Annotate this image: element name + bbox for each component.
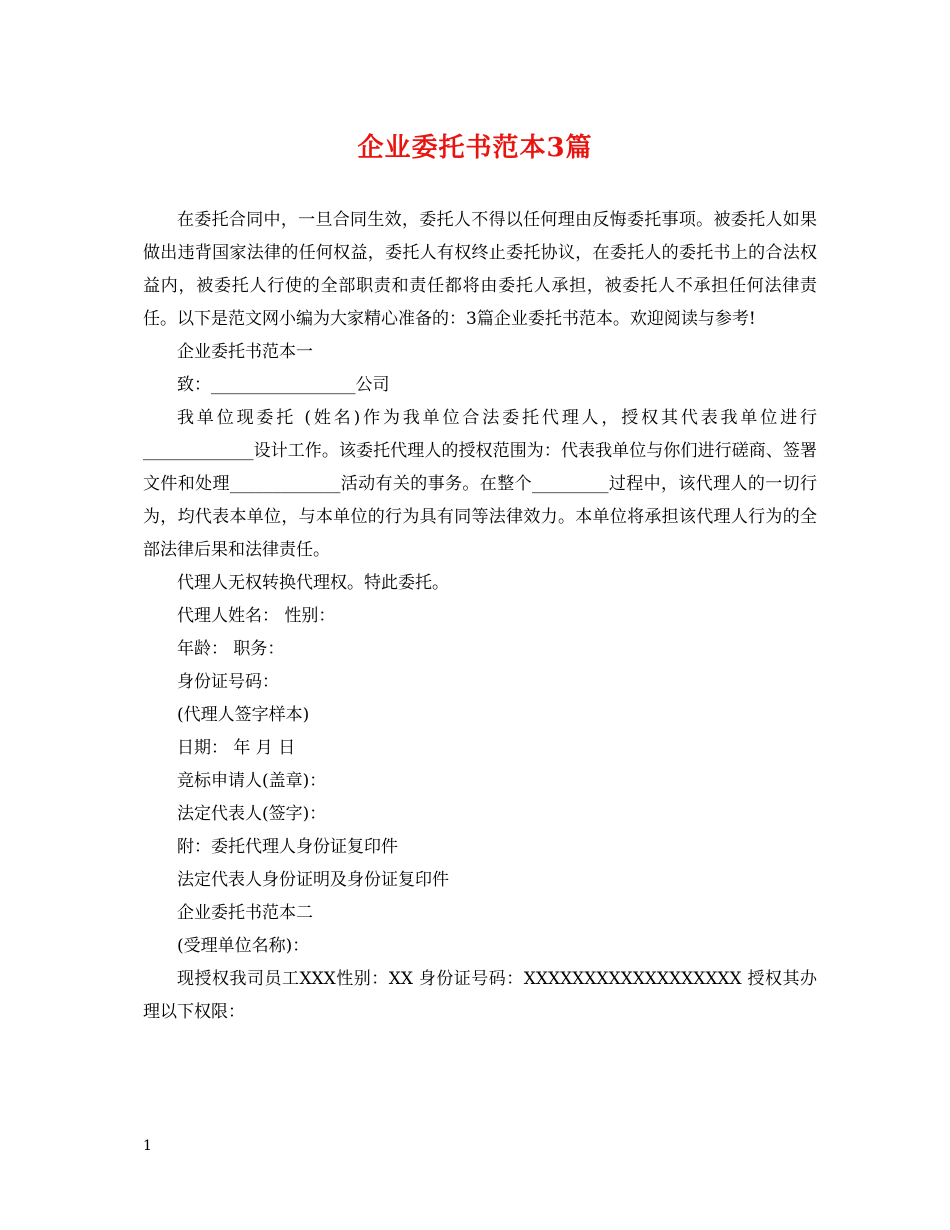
age-position-field: 年龄： 职务：	[177, 639, 285, 659]
applicant-seal-field: 竞标申请人(盖章)：	[177, 771, 327, 791]
agent-name-gender-field: 代理人姓名： 性别：	[177, 606, 336, 626]
section-heading-one: 企业委托书范本一	[177, 342, 313, 362]
authorization-paragraph: 我单位现委托 (姓名)作为我单位合法委托代理人，授权其代表我单位进行_____________设计工作。该委托代理人的授权范围为：代表我单位与你们进行磋商、签署文件和处理_____________活动有关的事务。在整个_________过程中，该代理人的一切行为，均代表本单位，与本单位的行为具有同等法律效力。本单位将承担该代理人行为的全部法律后果和法律责任。	[143, 408, 817, 560]
addressee-line: 致：_________________公司	[177, 375, 390, 395]
receiving-unit-line: (受理单位名称)：	[177, 936, 310, 956]
legal-rep-sign-field: 法定代表人(签字)：	[177, 804, 327, 824]
intro-paragraph: 在委托合同中，一旦合同生效，委托人不得以任何理由反悔委托事项。被委托人如果做出违背国家法律的任何权益，委托人有权终止委托协议，在委托人的委托书上的合法权益内，被委托人行使的全部职责和责任都将由委托人承担，被委托人不承担任何法律责任。以下是范文网小编为大家精心准备的：3篇企业委托书范本。欢迎阅读与参考!	[143, 210, 817, 329]
attachment-line: 附：委托代理人身份证复印件	[177, 837, 398, 857]
date-field: 日期： 年 月 日	[177, 738, 296, 758]
employee-authorization-paragraph: 现授权我司员工XXX性别：XX 身份证号码：XXXXXXXXXXXXXXXXXX 授权其办理以下权限：	[143, 969, 817, 1022]
section-heading-two: 企业委托书范本二	[177, 903, 313, 923]
page-number: 1	[143, 1138, 152, 1154]
signature-sample-field: (代理人签字样本)	[177, 705, 310, 725]
document-body	[143, 204, 817, 1029]
no-transfer-line: 代理人无权转换代理权。特此委托。	[177, 573, 449, 593]
legal-rep-id-line: 法定代表人身份证明及身份证复印件	[177, 870, 449, 890]
document-title: 企业委托书范本3篇	[357, 133, 593, 163]
id-number-field: 身份证号码：	[177, 672, 279, 692]
